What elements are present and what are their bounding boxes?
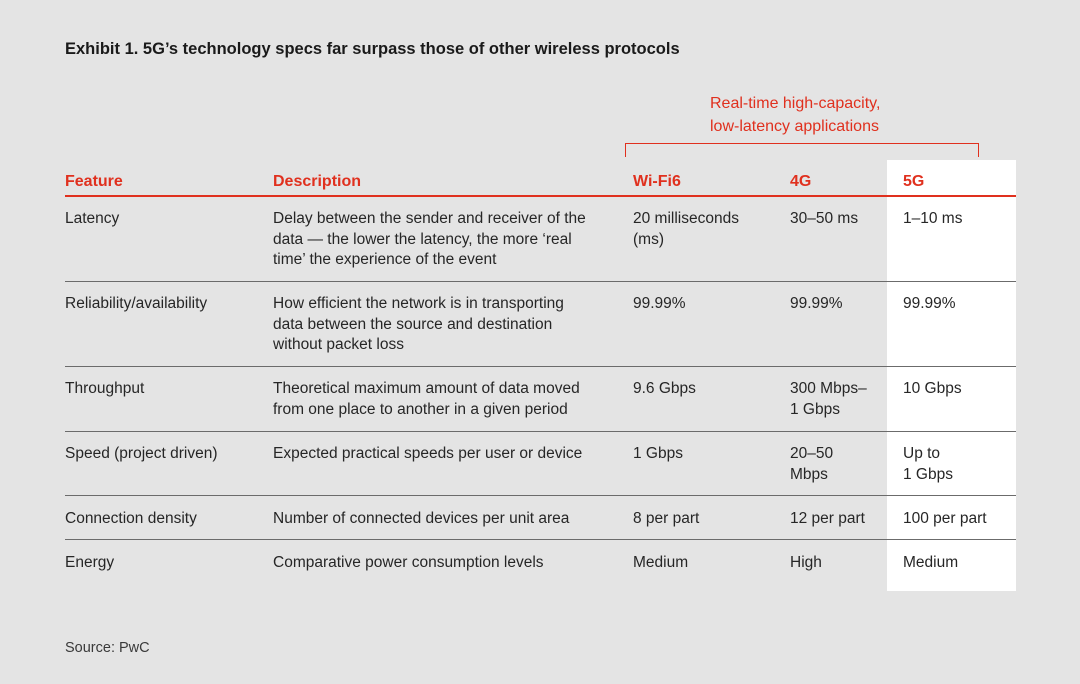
cell-line: 9.6 Gbps (633, 380, 696, 397)
cell-line: High (790, 554, 822, 571)
cell-line: Theoretical maximum amount of data moved (273, 380, 580, 397)
cell-4g (790, 553, 822, 574)
cell-4g (790, 444, 833, 485)
cell-5g (903, 294, 956, 315)
exhibit-title: Exhibit 1. 5G’s technology specs far surpass those of other wireless protocols (65, 40, 680, 58)
cell-line: 300 Mbps– (790, 380, 867, 397)
header-feature: Feature (65, 173, 123, 190)
cell-line: 99.99% (903, 295, 956, 312)
cell-line: Up to (903, 445, 941, 462)
cell-line: 1–10 ms (903, 210, 963, 227)
cell-wifi6 (633, 553, 688, 574)
cell-line: Expected practical speeds per user or device (273, 445, 583, 462)
cell-line: Energy (65, 554, 115, 571)
row-divider (65, 431, 1016, 432)
cell-wifi6 (633, 509, 699, 530)
cell-line: How efficient the network is in transporting (273, 295, 564, 312)
cell-line: data — the lower the latency, the more ‘real (273, 230, 572, 248)
cell-4g (790, 209, 858, 230)
cell-feature (65, 379, 144, 400)
header-description: Description (273, 173, 362, 190)
bracket-line (625, 143, 979, 157)
cell-5g (903, 509, 987, 530)
cell-line: 10 Gbps (903, 380, 962, 397)
cell-line: Medium (903, 554, 959, 571)
cell-line: from one place to another in a given period (273, 400, 568, 418)
bracket-label (710, 93, 880, 138)
cell-4g (790, 379, 867, 420)
cell-5g (903, 444, 953, 485)
cell-5g (903, 209, 962, 230)
cell-description (273, 444, 582, 465)
cell-description (273, 209, 586, 271)
cell-line: Reliability/availability (65, 295, 208, 312)
cell-line: 20 milliseconds (633, 210, 739, 227)
cell-line: 1 Gbps (903, 465, 953, 483)
bracket-label-line: Real-time high-capacity, (710, 95, 881, 112)
cell-line: 99.99% (790, 295, 843, 312)
cell-4g (790, 294, 843, 315)
cell-line: 1 Gbps (790, 400, 840, 418)
header-rule (65, 195, 1016, 197)
cell-line: 20–50 (790, 445, 834, 462)
row-divider (65, 366, 1016, 367)
cell-line: Medium (633, 554, 689, 571)
cell-line: 30–50 ms (790, 210, 859, 227)
cell-line: 1 Gbps (633, 445, 683, 462)
cell-line: Connection density (65, 510, 197, 527)
cell-line: 12 per part (790, 510, 865, 527)
header-5g: 5G (903, 173, 925, 190)
cell-line: Number of connected devices per unit area (273, 510, 570, 527)
cell-description (273, 294, 564, 356)
cell-4g (790, 509, 865, 530)
cell-line: without packet loss (273, 336, 404, 353)
cell-line: Delay between the sender and receiver of the (273, 210, 586, 227)
cell-5g (903, 553, 958, 574)
bracket-label-line: low-latency applications (710, 117, 879, 135)
cell-feature (65, 294, 207, 315)
cell-wifi6 (633, 294, 686, 315)
cell-line: 100 per part (903, 510, 987, 527)
cell-line: (ms) (633, 230, 664, 248)
row-divider (65, 539, 1016, 540)
cell-wifi6 (633, 379, 696, 400)
row-divider (65, 495, 1016, 496)
cell-description (273, 553, 544, 574)
cell-feature (65, 509, 197, 530)
cell-feature (65, 553, 114, 574)
source-note: Source: PwC (65, 640, 150, 656)
cell-feature (65, 444, 218, 465)
cell-line: Mbps (790, 465, 828, 483)
cell-line: 99.99% (633, 295, 686, 312)
header-4g: 4G (790, 173, 812, 190)
cell-feature (65, 209, 119, 230)
cell-wifi6 (633, 209, 739, 250)
cell-line: time’ the experience of the event (273, 251, 497, 268)
row-divider (65, 281, 1016, 282)
header-wifi6: Wi-Fi6 (633, 173, 681, 190)
cell-line: Speed (project driven) (65, 445, 218, 462)
cell-line: data between the source and destination (273, 315, 553, 333)
cell-line: Comparative power consumption levels (273, 554, 544, 571)
cell-description (273, 509, 569, 530)
cell-line: Throughput (65, 380, 145, 397)
cell-description (273, 379, 580, 420)
cell-line: Latency (65, 210, 120, 227)
cell-wifi6 (633, 444, 683, 465)
cell-5g (903, 379, 962, 400)
cell-line: 8 per part (633, 510, 700, 527)
